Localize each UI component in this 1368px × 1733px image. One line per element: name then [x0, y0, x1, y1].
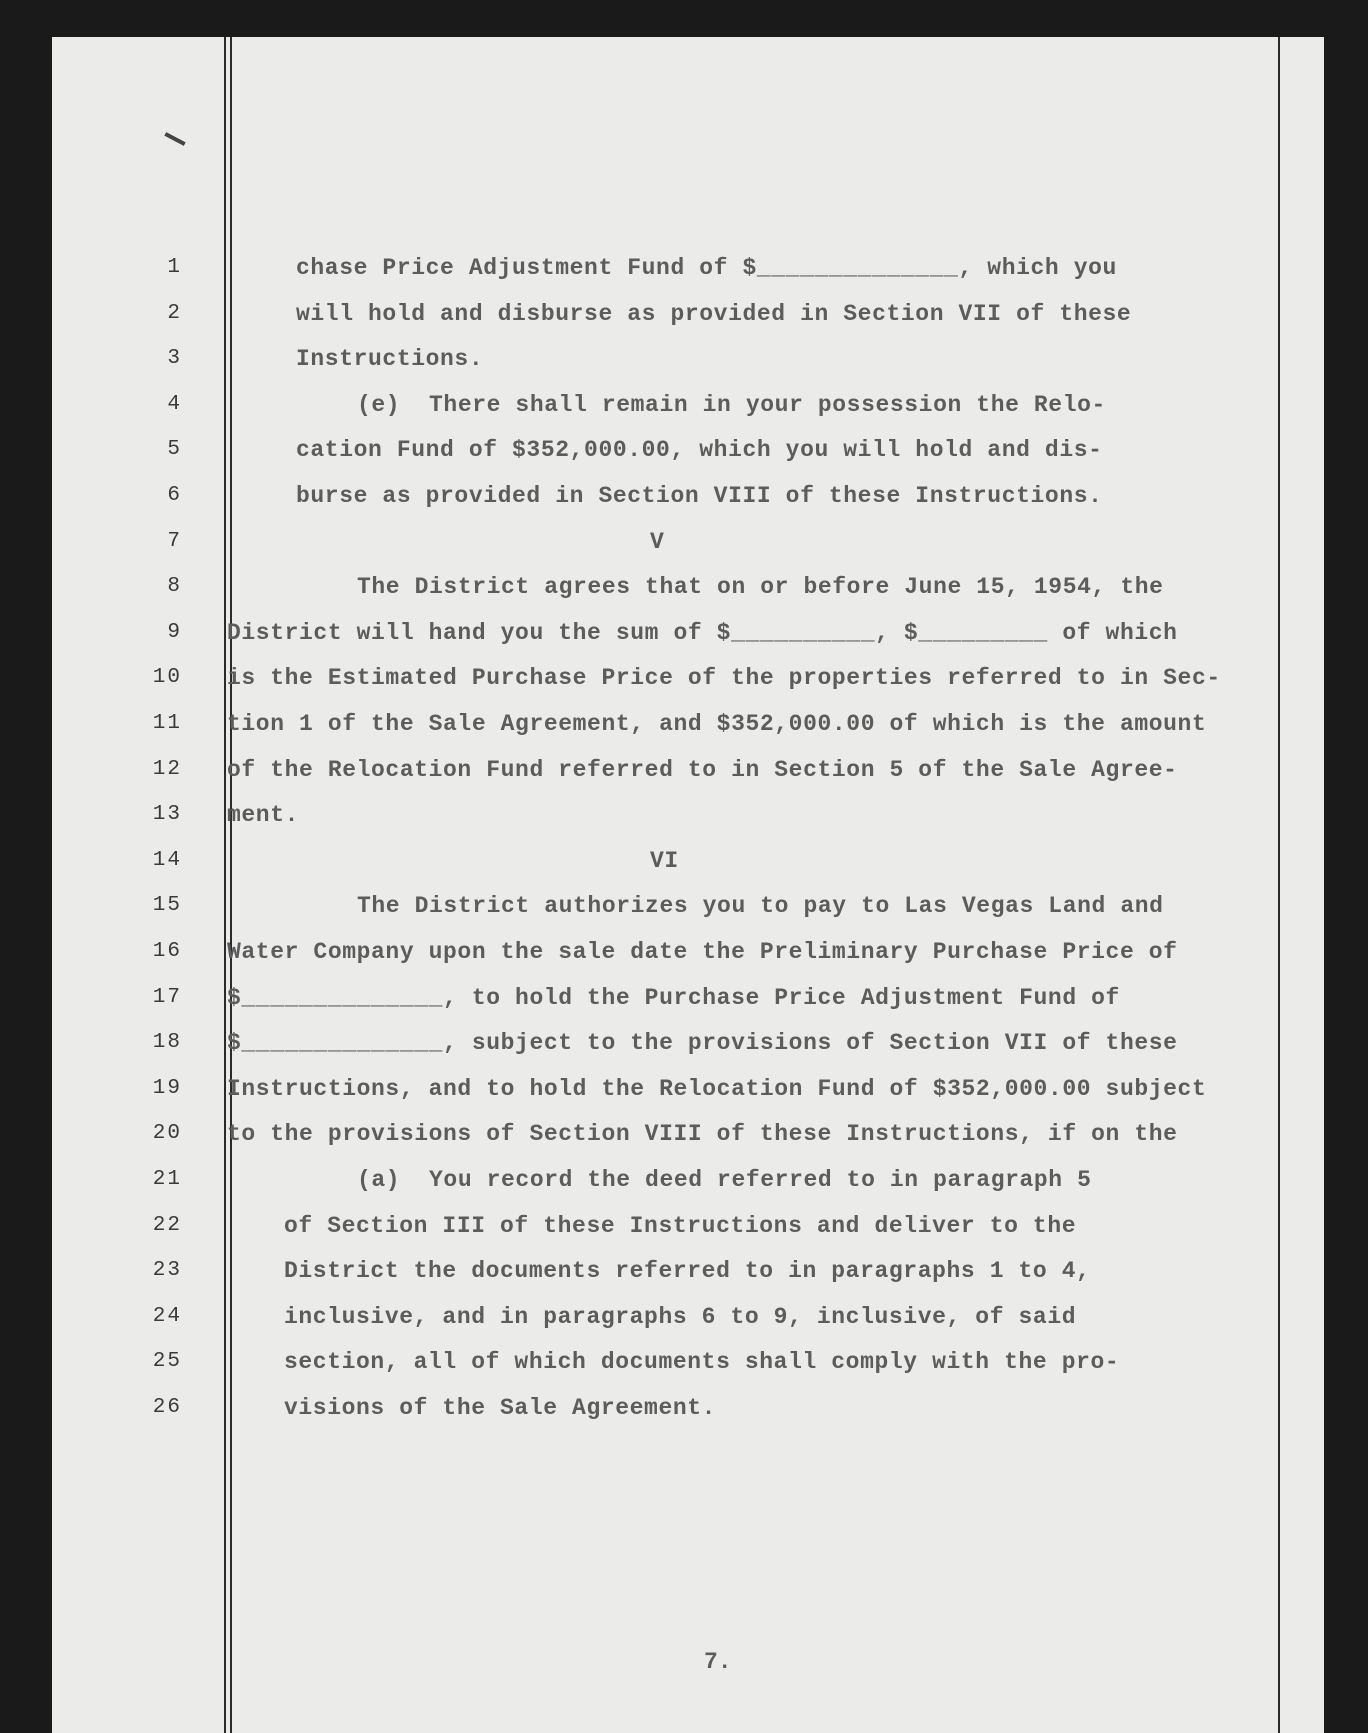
text-line: section, all of which documents shall comply with the pro-	[284, 1349, 1120, 1376]
line-number: 18	[152, 1031, 182, 1055]
text-line: VI	[650, 847, 679, 874]
text-line: Water Company upon the sale date the Preliminary Purchase Price of	[227, 939, 1178, 965]
line-number: 23	[152, 1259, 182, 1283]
line-number: 1	[167, 256, 182, 279]
text-line: Instructions.	[296, 346, 484, 373]
text-line: cation Fund of $352,000.00, which you will hold and dis-	[296, 437, 1103, 464]
line-number: 20	[152, 1122, 182, 1146]
text-line: to the provisions of Section VIII of these Instructions, if on the	[227, 1121, 1178, 1148]
line-number: 13	[152, 803, 182, 827]
text-line: chase Price Adjustment Fund of $______________, which you	[296, 255, 1117, 281]
text-line: tion 1 of the Sale Agreement, and $352,000.00 of which is the amount	[227, 711, 1207, 737]
text-line: burse as provided in Section VIII of these Instructions.	[296, 483, 1103, 509]
text-line: Instructions, and to hold the Relocation Fund of $352,000.00 subject	[227, 1075, 1207, 1102]
text-line: (e) There shall remain in your possession the Relo-	[357, 391, 1106, 418]
text-line: visions of the Sale Agreement.	[284, 1395, 717, 1421]
line-number: 24	[152, 1304, 182, 1328]
text-line: of the Relocation Fund referred to in Section 5 of the Sale Agree-	[227, 756, 1178, 783]
line-number: 7	[167, 529, 182, 553]
text-line: inclusive, and in paragraphs 6 to 9, inclusive, of said	[284, 1303, 1077, 1330]
line-number: 4	[167, 392, 182, 416]
text-line: ment.	[227, 802, 300, 829]
text-line: (a) You record the deed referred to in paragraph 5	[357, 1167, 1092, 1193]
right-margin-rule	[1278, 37, 1280, 1733]
line-number: 17	[152, 985, 182, 1009]
line-number: 3	[167, 347, 182, 371]
left-margin-rule	[224, 37, 226, 1733]
text-line: is the Estimated Purchase Price of the properties referred to in Sec-	[227, 665, 1221, 692]
page-number: 7.	[704, 1649, 732, 1675]
text-line: will hold and disburse as provided in Section VII of these	[296, 300, 1132, 327]
line-number: 26	[152, 1396, 182, 1419]
text-line: V	[650, 528, 665, 555]
text-line: The District agrees that on or before June 15, 1954, the	[357, 574, 1164, 601]
line-number: 9	[167, 620, 182, 644]
line-number: 6	[167, 484, 182, 507]
line-number: 2	[167, 301, 182, 325]
line-number: 14	[152, 848, 182, 872]
line-number: 21	[152, 1168, 182, 1191]
line-number: 25	[152, 1350, 182, 1374]
document-page	[52, 37, 1324, 1733]
line-number: 11	[152, 712, 182, 735]
line-number: 22	[152, 1213, 182, 1237]
line-number: 16	[152, 940, 182, 963]
text-line: $______________, to hold the Purchase Price Adjustment Fund of	[227, 984, 1120, 1011]
line-number: 15	[152, 894, 182, 918]
text-line: District the documents referred to in paragraphs 1 to 4,	[284, 1258, 1091, 1285]
text-line: $______________, subject to the provisions of Section VII of these	[227, 1030, 1178, 1057]
text-line: District will hand you the sum of $__________, $_________ of which	[227, 619, 1178, 646]
line-number: 5	[167, 438, 182, 462]
line-number: 10	[152, 666, 182, 690]
text-line: of Section III of these Instructions and deliver to the	[284, 1212, 1077, 1239]
line-number: 8	[167, 575, 182, 599]
line-number: 12	[152, 757, 182, 781]
scan-mark	[164, 132, 185, 146]
line-number: 19	[152, 1076, 182, 1100]
text-line: The District authorizes you to pay to Las Vegas Land and	[357, 893, 1164, 920]
left-margin-rule-inner	[230, 37, 232, 1733]
